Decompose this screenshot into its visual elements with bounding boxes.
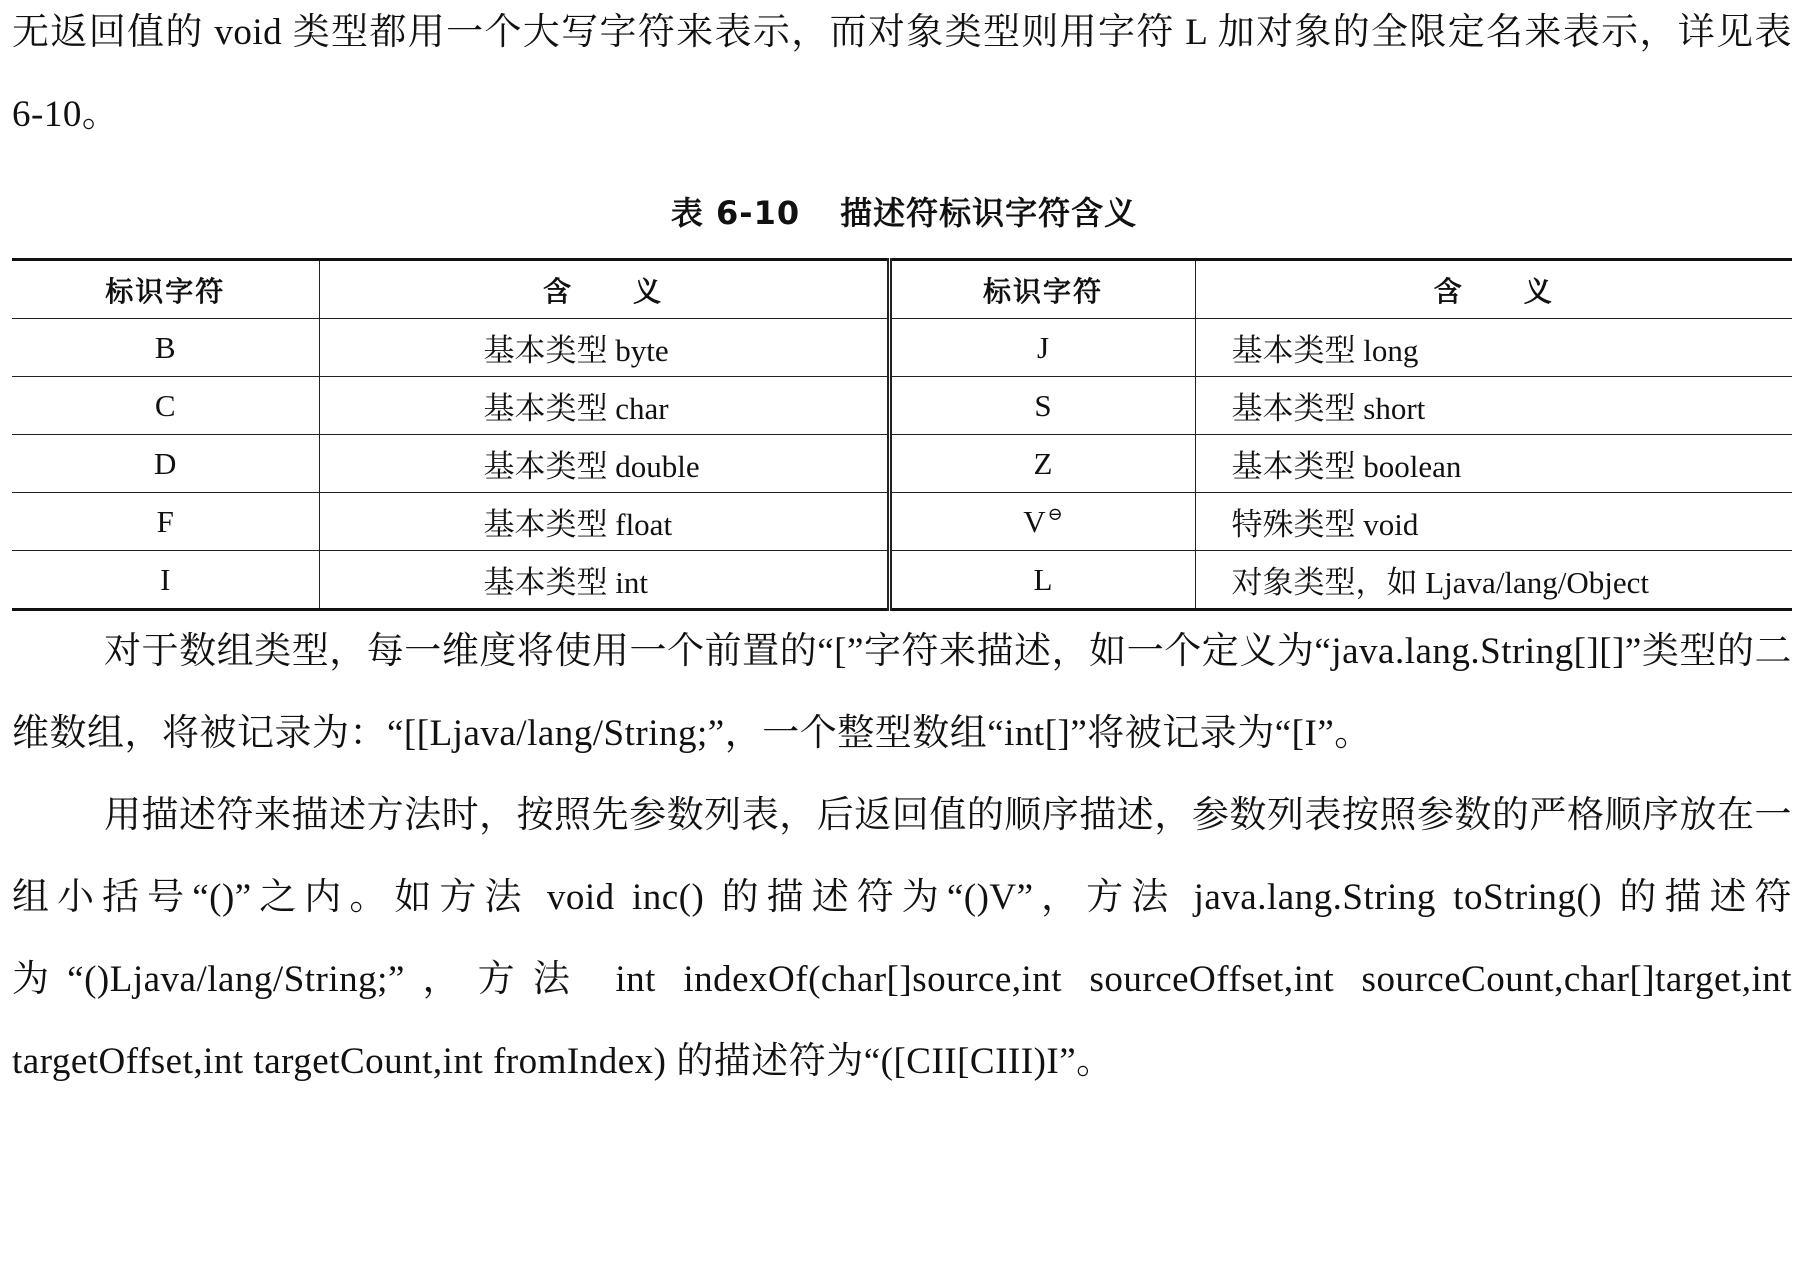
cell-code-left: C (12, 377, 319, 435)
cell-code-right: Z (889, 435, 1195, 493)
descriptor-table-container (12, 258, 1792, 611)
cell-meaning-right: 对象类型，如 Ljava/lang/Object (1195, 551, 1792, 610)
cell-meaning-right: 基本类型 boolean (1195, 435, 1792, 493)
cell-meaning-left: 基本类型 double (319, 435, 889, 493)
cell-code-left: B (12, 319, 319, 377)
cell-meaning-right: 基本类型 short (1195, 377, 1792, 435)
table-caption-number: 表 6-10 (670, 194, 801, 232)
cell-code-right-text: V (1023, 503, 1046, 539)
cell-code-left: I (12, 551, 319, 610)
cell-meaning-left: 基本类型 int (319, 551, 889, 610)
cell-code-right: J (889, 319, 1195, 377)
cell-code-right: L (889, 551, 1195, 610)
table-row (12, 493, 1792, 551)
footnote-marker: ⊖ (1047, 503, 1063, 524)
table-row (12, 551, 1792, 610)
descriptor-table (12, 258, 1792, 611)
cell-code-right (889, 493, 1195, 551)
cell-code-left: F (12, 493, 319, 551)
array-paragraph: 对于数组类型，每一维度将使用一个前置的“[”字符来描述，如一个定义为“java.lang.String[][]”类型的二维数组，将被记录为：“[[Ljava/lang/String;”，一个整型数组“int[]”将被记录为“[I”。 (12, 631, 1792, 754)
cell-meaning-left: 基本类型 byte (319, 319, 889, 377)
table-row (12, 435, 1792, 493)
header-meaning-left: 含 义 (319, 260, 889, 319)
cell-meaning-right: 特殊类型 void (1195, 493, 1792, 551)
header-code-right: 标识字符 (889, 260, 1195, 319)
table-header-row (12, 260, 1792, 319)
table-caption-title: 描述符标识字符含义 (840, 194, 1138, 232)
table-row (12, 377, 1792, 435)
intro-paragraph: 无返回值的 void 类型都用一个大写字符来表示，而对象类型则用字符 L 加对象的全限定名来表示，详见表 6-10。 (12, 12, 1792, 135)
cell-meaning-right: 基本类型 long (1195, 319, 1792, 377)
body-text (12, 611, 1792, 1103)
header-code-left: 标识字符 (12, 260, 319, 319)
cell-meaning-left: 基本类型 char (319, 377, 889, 435)
table-caption (0, 188, 1808, 234)
method-paragraph: 用描述符来描述方法时，按照先参数列表，后返回值的顺序描述，参数列表按照参数的严格顺序放在一组小括号“()”之内。如方法 void inc() 的描述符为“()V”，方法 java.lang.String toString() 的描述符为“()Ljava/lang/String;”，方法 int indexOf(char[]source,int sourceOffset,int sourceCount,char[]target,int targetOffset,int targetCount,int fromIndex) 的描述符为“([CII[CIII)I”。 (12, 795, 1792, 1082)
table-row (12, 319, 1792, 377)
cell-code-right: S (889, 377, 1195, 435)
cell-meaning-left: 基本类型 float (319, 493, 889, 551)
header-meaning-right: 含 义 (1195, 260, 1792, 319)
cell-code-left: D (12, 435, 319, 493)
